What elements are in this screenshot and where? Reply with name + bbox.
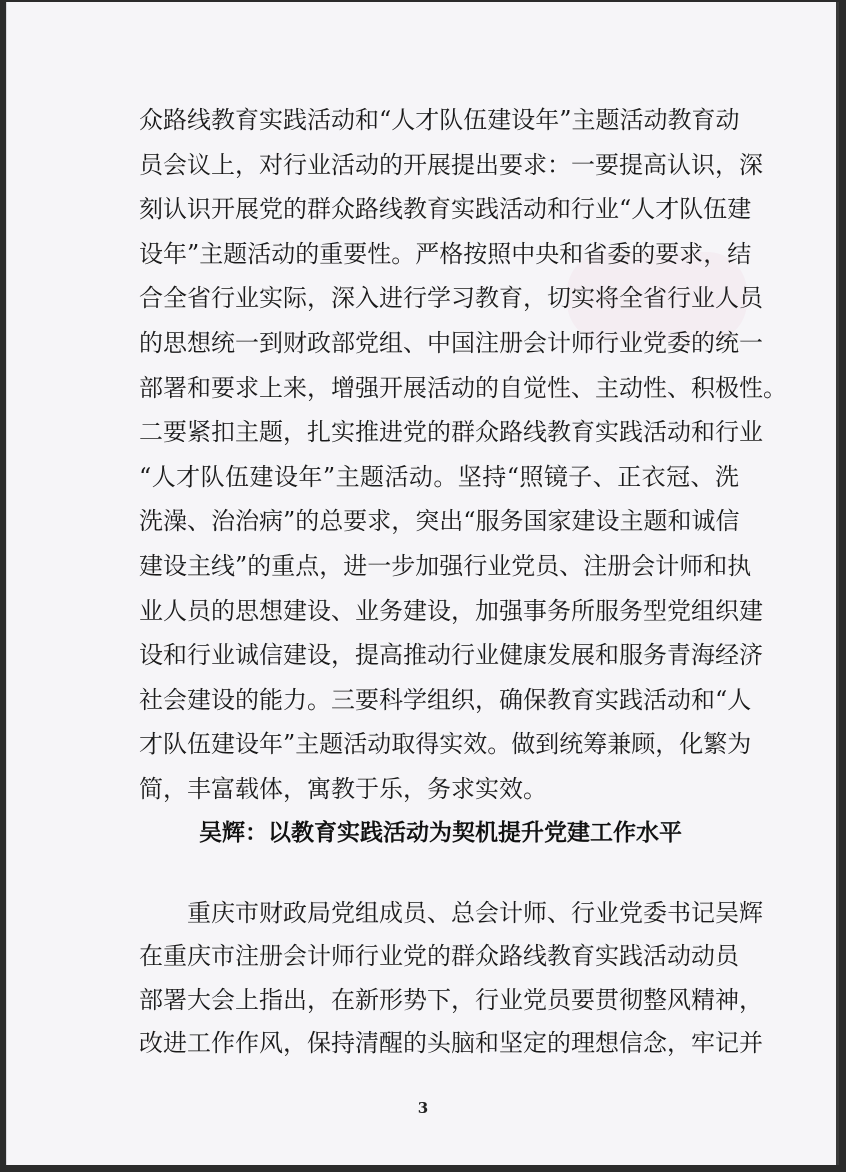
text-line: 社会建设的能力。三要科学组织，确保教育实践活动和“人 bbox=[139, 685, 752, 714]
text-line: 的思想统一到财政部党组、中国注册会计师行业党委的统一 bbox=[139, 328, 763, 357]
page-number: 3 bbox=[417, 1099, 429, 1117]
text-line: 在重庆市注册会计师行业党的群众路线教育实践活动动员 bbox=[139, 942, 739, 971]
text-line: 二要紧扣主题，扎实推进党的群众路线教育实践活动和行业 bbox=[139, 418, 763, 447]
scan-edge-shadow bbox=[836, 2, 839, 1165]
paragraph-continuation bbox=[139, 98, 787, 812]
text-line: 设和行业诚信建设，提高推动行业健康发展和服务青海经济 bbox=[139, 641, 763, 670]
text-line: 刻认识开展党的群众路线教育实践活动和行业“人才队伍建 bbox=[139, 195, 752, 224]
text-line: 部署大会上指出，在新形势下，行业党员要贯彻整风精神， bbox=[139, 985, 763, 1014]
text-line: 洗澡、治治病”的总要求，突出“服务国家建设主题和诚信 bbox=[139, 507, 740, 536]
text-line: 员会议上，对行业活动的开展提出要求：一要提高认识，深 bbox=[139, 150, 763, 179]
text-line: 众路线教育实践活动和“人才队伍建设年”主题活动教育动 bbox=[139, 106, 740, 134]
text-line: 才队伍建设年”主题活动取得实效。做到统筹兼顾，化繁为 bbox=[139, 730, 752, 759]
text-line: 业人员的思想建设、业务建设，加强事务所服务型党组织建 bbox=[139, 596, 763, 625]
text-line: 改进工作作风，保持清醒的头脑和坚定的理想信念，牢记并 bbox=[139, 1029, 763, 1058]
text-line: 合全省行业实际，深入进行学习教育，切实将全省行业人员 bbox=[139, 284, 763, 313]
paragraph-wuhui bbox=[139, 892, 763, 1066]
document-page bbox=[6, 2, 839, 1165]
text-line: 设年”主题活动的重要性。严格按照中央和省委的要求，结 bbox=[139, 239, 752, 268]
text-line: 建设主线”的重点，进一步加强行业党员、注册会计师和执 bbox=[139, 551, 752, 580]
text-line: “人才队伍建设年”主题活动。坚持“照镜子、正衣冠、洗 bbox=[139, 462, 739, 491]
text-line: 简，丰富载体，寓教于乐，务求实效。 bbox=[139, 774, 547, 803]
text-line: 重庆市财政局党组成员、总会计师、行业党委书记吴辉 bbox=[187, 899, 763, 927]
text-line: 部署和要求上来，增强开展活动的自觉性、主动性、积极性。 bbox=[139, 373, 787, 402]
section-heading: 吴辉：以教育实践活动为契机提升党建工作水平 bbox=[199, 820, 682, 846]
